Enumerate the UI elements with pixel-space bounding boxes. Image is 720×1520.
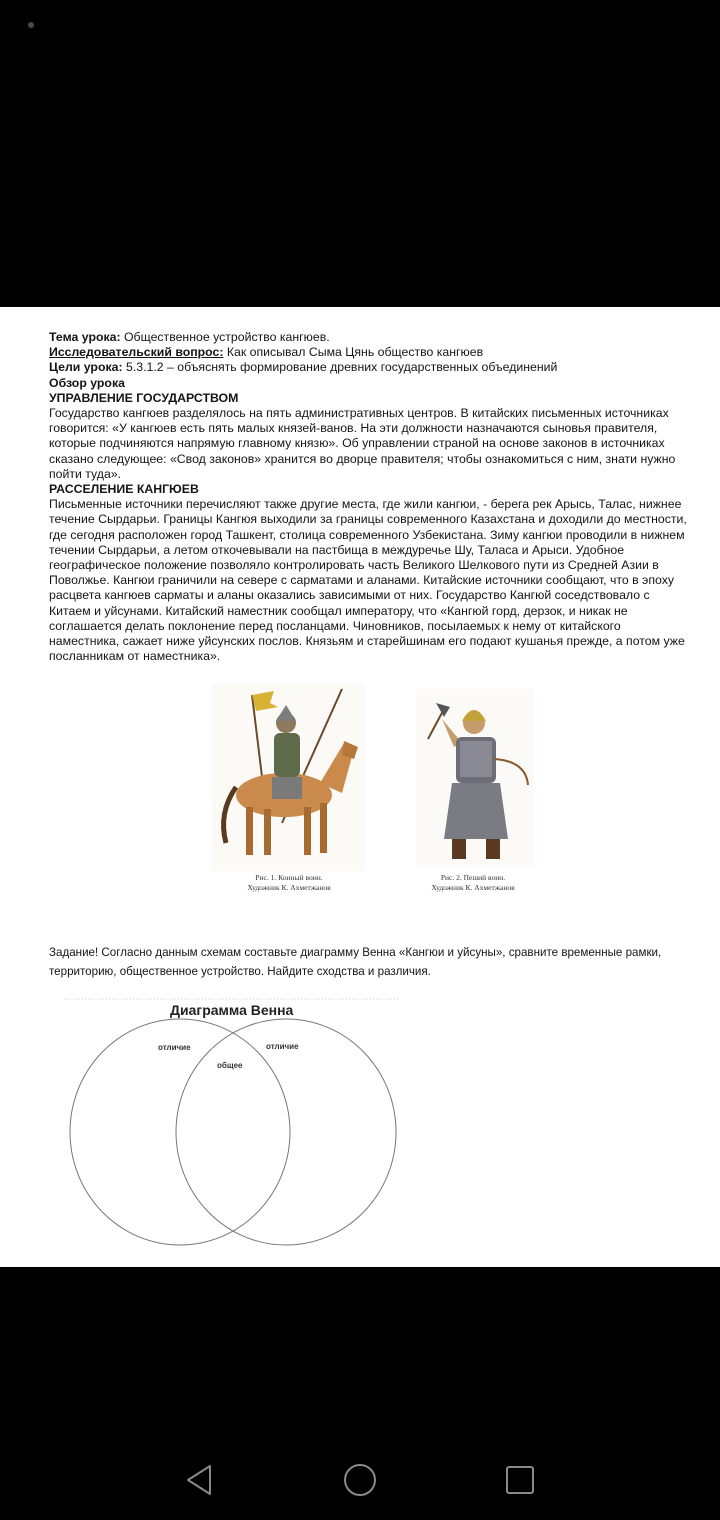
overview-heading: Обзор урока [49,375,125,390]
foot-warrior-image [416,689,534,867]
home-button[interactable] [340,1460,380,1500]
section1-heading: УПРАВЛЕНИЕ ГОСУДАРСТВОМ [49,390,239,405]
goals-line [49,360,689,375]
section1-paragraph: Государство кангюев разделялось на пять административных центров. В китайских письменных источниках говорится: «У кангюев есть пять малых князей-ванов. На эти должности назначаются сыновья правителя, которые подчиняются напрямую главному князю». Об управлении страной на основе законов в источниках сказано следующее: «Свод законов» хранится во дворце правителя; чтобы ознакомиться с ним, знати нужно пойти туда». [49,406,676,481]
mounted-warrior-image [212,683,365,871]
goals-label: Цели урока: [49,360,123,375]
venn-right-circle [176,1019,396,1245]
status-dot-icon [28,22,34,28]
home-circle-icon [340,1460,380,1500]
figure2-caption [388,873,558,893]
topic-value: Общественное устройство кангюев. [123,330,330,344]
venn-center-label: общее [217,1061,243,1070]
recents-square-icon [500,1460,540,1500]
task-instruction: Задание! Согласно данным схемам составьте диаграмму Венна «Кангюи и уйсуны», сравните временные рамки, территорию, общественное устройство. Найдите сходства и различия. [49,946,662,978]
section2-paragraph: Письменные источники перечисляют также другие места, где жили кангюи, - берега рек Арысь, Талас, нижнее течение Сырдарьи. Границы Кангюя выходили за границы современного Казахстана и доходили до местности, где сегодня расположен город Ташкент, столица современного Узбекистана. Зиму кангюи проводили в нижнем течении Сырдарьи, а летом откочевывали на пастбища в междуречье Шу, Таласа и Арыси. Удобное географическое положение позволяло контролировать часть Великого Шелкового пути из Средней Азии в Поволжье. Кангюи граничили на севере с сарматами и аланами. Китайские источники сообщают, что в эпоху расцвета кангюев сарматы и аланы оказались зависимыми от них. Государство Кангюй соседствовало с Китаем и уйсунами. Китайский наместник сообщал императору, что «Кангюй горд, дерзок, и никак не соглашается делать поклонение перед посланцами. Чиновников, посылаемых к нему от китайского наместника, сажает ниже уйсунских послов. Князьям и старейшинам его подают кушанья прежде, а потом уже посланникам от наместника». [49,497,687,664]
top-black-area [0,0,720,307]
section2-heading: РАССЕЛЕНИЕ КАНГЮЕВ [49,482,199,497]
venn-title: Диаграмма Венна [170,1002,294,1018]
venn-right-label: отличие [266,1042,299,1051]
topic-label: Тема урока: [49,330,121,344]
back-button[interactable] [180,1460,220,1500]
figure2-caption-title: Рис. 2. Пеший воин. [440,873,506,882]
recents-button[interactable] [500,1460,540,1500]
venn-left-circle [70,1019,290,1245]
figure1-caption-title: Рис. 1. Конный воин. [255,873,323,882]
question-line [49,345,689,360]
figure1-caption-artist: Художник К. Ахметжанов [247,883,331,892]
venn-left-label: отличие [158,1043,191,1052]
figure2-caption-artist: Художник К. Ахметжанов [431,883,515,892]
question-label: Исследовательский вопрос: [49,345,224,360]
figure1-caption [204,873,374,893]
lesson-text [49,330,689,664]
back-triangle-icon [180,1460,220,1500]
goals-value: 5.3.1.2 – объяснять формирование древних государственных объединений [125,360,558,375]
document-page [0,307,720,1267]
venn-diagram [60,992,410,1262]
question-value: Как описывал Сыма Цянь общество кангюев [226,345,484,360]
topic-line [49,330,689,345]
